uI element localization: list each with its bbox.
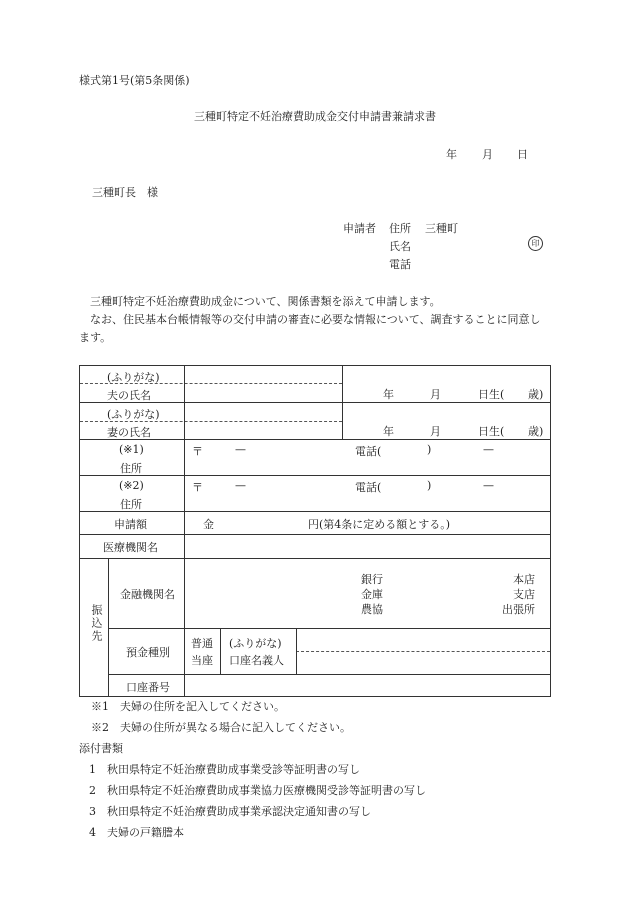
attachment-item: 3 秋田県特定不妊治療費助成事業承認決定通知書の写し xyxy=(89,805,371,818)
husband-age: 歳) xyxy=(528,388,544,401)
name-label: 氏名 xyxy=(389,240,411,253)
bank-label: 金融機関名 xyxy=(120,588,175,601)
application-table xyxy=(79,365,551,697)
notes-block xyxy=(79,696,426,843)
husband-birth-month: 月 xyxy=(430,388,441,401)
deposit-type-ordinary: 普通 xyxy=(191,637,213,650)
body-line-1: 三種町特定不妊治療費助成金について、関係書類を添えて申請します。 xyxy=(90,295,441,308)
body-text xyxy=(79,293,551,347)
note-2: ※2 夫婦の住所が異なる場合に記入してください。 xyxy=(91,721,351,734)
date-day: 日 xyxy=(517,148,528,161)
wife-birth-day: 日生( xyxy=(478,425,505,438)
account-number-label: 口座番号 xyxy=(126,681,170,694)
bank-type-bank: 銀行 xyxy=(361,573,383,586)
addressee: 三種町長 様 xyxy=(92,186,158,199)
seal-mark: 印 xyxy=(528,236,543,251)
holder-furigana-label: (ふりがな) xyxy=(229,637,282,650)
husband-furigana-label: (ふりがな) xyxy=(107,371,160,384)
deposit-type-label: 預金種別 xyxy=(126,646,170,659)
attachment-item: 2 秋田県特定不妊治療費助成事業協力医療機関受診等証明書の写し xyxy=(89,784,426,797)
row-line xyxy=(108,628,550,629)
transfer-column-line xyxy=(108,558,109,696)
address2-phone-dash: — xyxy=(483,479,494,492)
row-line xyxy=(80,534,550,535)
birth-column-line xyxy=(342,366,343,439)
medical-institution-label: 医療機関名 xyxy=(103,541,158,554)
husband-birth-day: 日生( xyxy=(478,388,505,401)
address1-label: 住所 xyxy=(120,462,142,475)
date-month: 月 xyxy=(482,148,493,161)
transfer-label: 振込先 xyxy=(90,604,103,643)
note-1: ※1 夫婦の住所を記入してください。 xyxy=(91,700,285,713)
amount-prefix: 金 xyxy=(203,518,214,531)
page-title: 三種町特定不妊治療費助成金交付申請書兼請求書 xyxy=(194,110,436,123)
address1-phone-close: ) xyxy=(427,443,432,456)
address1-phone-open: 電話( xyxy=(355,445,382,458)
address2-postal-dash: — xyxy=(235,479,246,492)
row-line xyxy=(108,674,550,675)
date-year: 年 xyxy=(446,148,457,161)
bank-type-ja: 農協 xyxy=(361,603,383,616)
wife-age: 歳) xyxy=(528,425,544,438)
branch-type-office: 出張所 xyxy=(502,603,535,616)
husband-name-label: 夫の氏名 xyxy=(107,389,151,402)
wife-furigana-label: (ふりがな) xyxy=(107,408,160,421)
attachment-item: 4 夫婦の戸籍謄本 xyxy=(89,826,184,839)
applicant-label: 申請者 xyxy=(343,222,376,235)
address1-note: (※1) xyxy=(119,443,144,456)
branch-type-head: 本店 xyxy=(513,573,535,586)
address1-phone-dash: — xyxy=(483,443,494,456)
branch-type-branch: 支店 xyxy=(513,588,535,601)
label-column-line xyxy=(184,366,185,696)
bank-type-shinkin: 金庫 xyxy=(361,588,383,601)
husband-birth-year: 年 xyxy=(383,388,394,401)
wife-birth-month: 月 xyxy=(430,425,441,438)
form-id: 様式第1号(第5条関係) xyxy=(79,74,190,87)
deposit-type-current: 当座 xyxy=(191,654,213,667)
wife-name-label: 妻の氏名 xyxy=(107,426,151,439)
address-label: 住所 xyxy=(389,222,411,235)
row-line xyxy=(80,558,550,559)
deposit-column-line xyxy=(220,628,221,674)
address2-phone-close: ) xyxy=(427,479,432,492)
address2-phone-open: 電話( xyxy=(355,481,382,494)
amount-label: 申請額 xyxy=(114,518,147,531)
row-line xyxy=(80,475,550,476)
body-line-2: なお、住民基本台帳情報等の交付申請の審査に必要な情報について、調査することに同意します。 xyxy=(79,313,541,344)
wife-birth-year: 年 xyxy=(383,425,394,438)
address2-label: 住所 xyxy=(120,498,142,511)
holder-divider xyxy=(296,651,550,652)
row-line xyxy=(80,511,550,512)
account-holder-label: 口座名義人 xyxy=(229,654,284,667)
amount-suffix: 円(第4条に定める額とする。) xyxy=(308,518,451,531)
attachments-title: 添付書類 xyxy=(79,742,123,755)
address1-postal-icon: 〒 xyxy=(192,445,203,458)
address1-postal-dash: — xyxy=(235,443,246,456)
address-value: 三種町 xyxy=(425,222,458,235)
address2-note: (※2) xyxy=(119,479,144,492)
attachment-item: 1 秋田県特定不妊治療費助成事業受診等証明書の写し xyxy=(89,763,360,776)
address2-postal-icon: 〒 xyxy=(192,481,203,494)
phone-label: 電話 xyxy=(389,258,411,271)
holder-column-line xyxy=(296,628,297,674)
